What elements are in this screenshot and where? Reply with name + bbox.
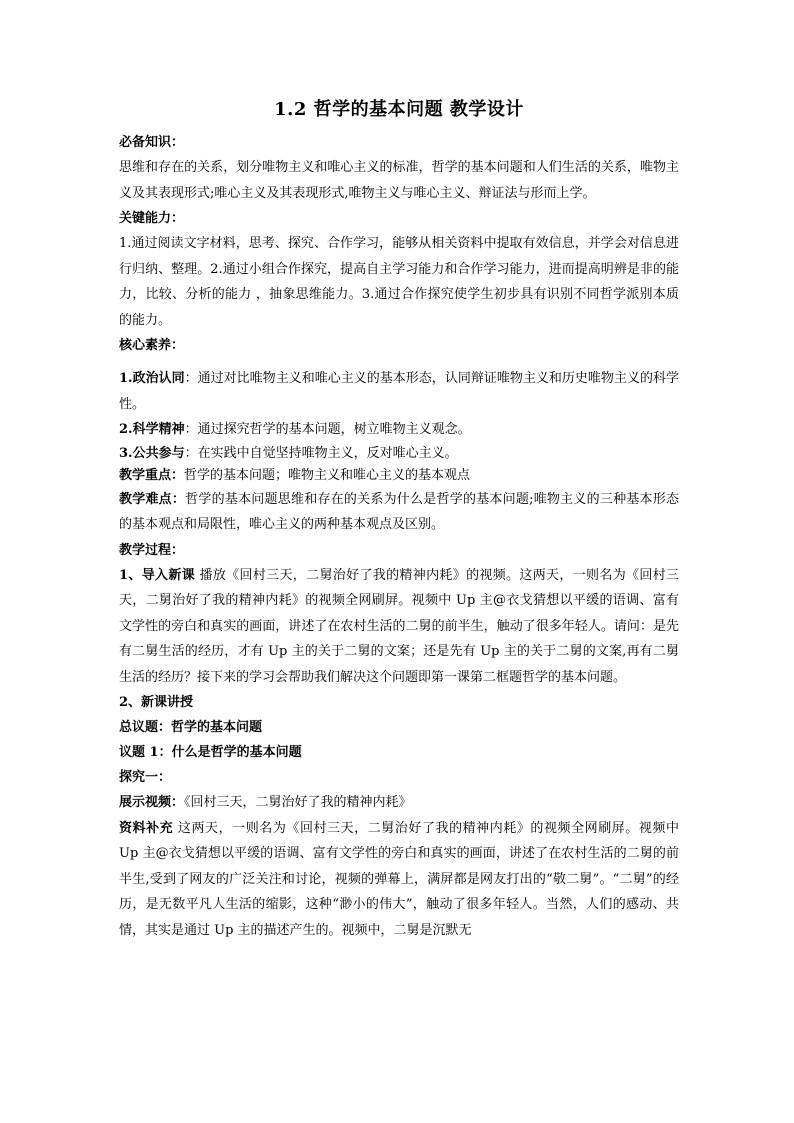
nandian-text: 哲学的基本问题思维和存在的关系为什么是哲学的基本问题;唯物主义的三种基本形态的基本观点和局限性，唯心主义的两种基本观点及区别。 — [119, 491, 679, 532]
zhongdian-text: 哲学的基本问题；唯物主义和唯心主义的基本观点 — [184, 467, 471, 483]
hexin-item-2-label: 2.科学精神 — [119, 422, 185, 437]
ziliao-text: 这两天，一则名为《回村三天，二舅治好了我的精神内耗》的视频全网刷屏。视频中 Up 主@衣戈猜想以平缓的语调、富有文学性的旁白和真实的画面，讲述了在农村生活的二舅的前半生,受到了网友的广泛关注和讨论，视频的弹幕上，满屏都是网友打出的“敬二舅”。“二舅”的经历，是无数平凡人生活的缩影，这种“渺小的伟大”，触动了很多年轻人。当然，人们的感动、共情，其实是通过 Up 主的描述产生的。视频中，二舅是沉默无 — [119, 820, 679, 938]
hexin-item-2 — [119, 417, 679, 443]
hexin-item-3-label: 3.公共参与 — [119, 445, 185, 461]
shipin-line — [119, 790, 679, 816]
zhongdian-line — [119, 465, 679, 487]
guanjian-heading: 关键能力： — [119, 211, 185, 226]
zhongdian-label: 教学重点： — [119, 467, 185, 483]
shipin-label: 展示视频： — [119, 795, 185, 810]
ziliao-paragraph — [119, 816, 679, 944]
document-page — [119, 96, 679, 943]
zongyiti-heading: 总议题：哲学的基本问题 — [119, 720, 263, 735]
ziliao-label: 资料补充 — [119, 820, 174, 836]
tanjiu1-heading: 探究一： — [119, 770, 172, 785]
hexin-item-1-label: 1.政治认同 — [119, 371, 185, 386]
hexin-item-3 — [119, 443, 679, 465]
nandian-label: 教学难点： — [119, 491, 186, 507]
xinke-heading: 2、新课讲授 — [119, 695, 194, 710]
daoru-paragraph — [119, 563, 679, 691]
hexin-item-2-text: ：通过探究哲学的基本问题，树立唯物主义观念。 — [184, 422, 471, 437]
daoru-text: 播放《回村三天，二舅治好了我的精神内耗》的视频。这两天，一则名为《回村三天，二舅治好了我的精神内耗》的视频全网刷屏。视频中 Up 主@衣戈猜想以平缓的语调、富有文学性的旁白和真实的画面，讲述了在农村生活的二舅的前半生，触动了很多年轻人。请问：是先有二舅生活的经历，才有 Up 主的关于二舅的文案；还是先有 Up 主的关于二舅的文案,再有二舅生活的经历？接下来的学习会帮助我们解决这个问题即第一课第二框题哲学的基本问题。 — [119, 567, 680, 685]
guocheng-heading: 教学过程： — [119, 542, 185, 558]
daoru-label: 1、导入新课 — [119, 567, 196, 583]
bibei-paragraph: 思维和存在的关系，划分唯物主义和唯心主义的标准，哲学的基本问题和人们生活的关系，唯物主义及其表现形式;唯心主义及其表现形式,唯物主义与唯心主义、辩证法与形而上学。 — [119, 160, 679, 201]
nandian-paragraph — [119, 487, 679, 538]
hexin-item-1-text: ：通过对比唯物主义和唯心主义的基本形态，认同辩证唯物主义和历史唯物主义的科学性。 — [119, 371, 679, 412]
bibei-heading: 必备知识： — [119, 135, 185, 150]
shipin-text: 《回村三天，二舅治好了我的精神内耗》 — [184, 795, 412, 810]
document-title: 1.2 哲学的基本问题 教学设计 — [274, 99, 524, 120]
hexin-item-1 — [119, 366, 679, 417]
hexin-heading: 核心素养： — [119, 338, 185, 353]
hexin-item-3-text: ：在实践中自觉坚持唯物主义，反对唯心主义。 — [184, 445, 458, 461]
yiti1-heading: 议题 1：什么是哲学的基本问题 — [119, 745, 302, 760]
guanjian-paragraph: 1.通过阅读文字材料，思考、探究、合作学习，能够从相关资料中提取有效信息，并学会对信息进行归纳、整理。2.通过小组合作探究，提高自主学习能力和合作学习能力，进而提高明辨是非的能力，比较、分析的能力 ，抽象思维能力。3.通过合作探究使学生初步具有识别不同哲学派别本质的能力。 — [119, 236, 679, 328]
